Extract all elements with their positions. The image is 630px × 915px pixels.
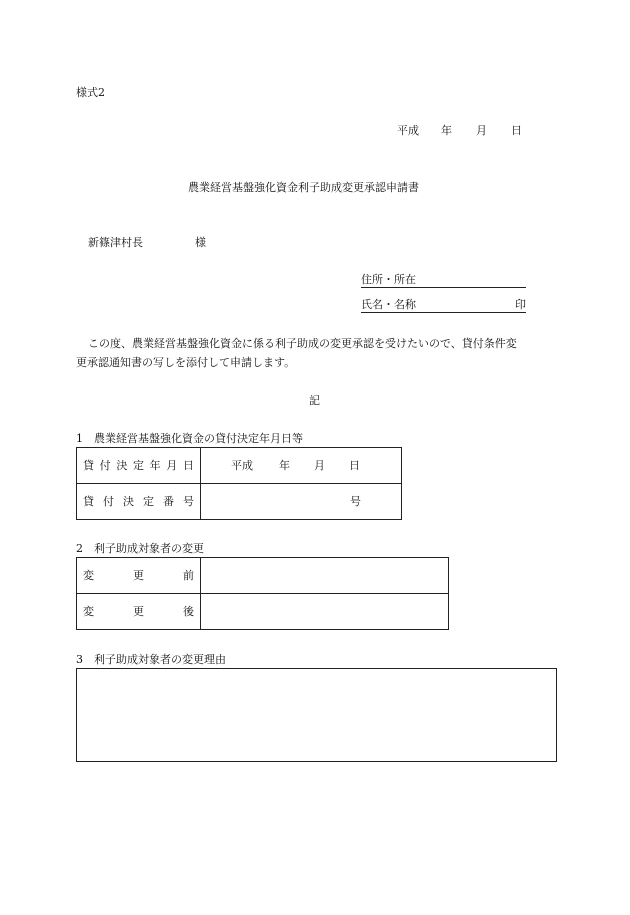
date-year: 年 <box>441 124 452 137</box>
loan-decision-number-label: 貸 付 決 定 番 号 <box>77 484 201 520</box>
loan-date-era: 平成 <box>231 458 253 472</box>
loan-decision-date-value[interactable] <box>201 448 402 484</box>
table-row <box>77 484 402 520</box>
loan-decision-date-label: 貸 付 決 定 年 月 日 <box>77 448 201 484</box>
seal-mark: 印 <box>515 298 526 311</box>
loan-date-day: 日 <box>349 458 360 472</box>
addressee-honorific: 様 <box>195 236 206 249</box>
loan-decision-number-value[interactable] <box>201 484 402 520</box>
section1-table <box>76 447 402 520</box>
loan-number-suffix: 号 <box>350 494 361 508</box>
date-era: 平成 <box>397 124 419 137</box>
section2-table <box>76 557 449 630</box>
applicant-name-line <box>361 298 526 313</box>
body-text-line-1: この度、農業経営基盤強化資金に係る利子助成の変更承認を受けたいので、貸付条件変 <box>88 337 517 350</box>
addressee-name: 新篠津村長 <box>88 236 143 249</box>
loan-date-year: 年 <box>279 458 290 472</box>
applicant-name-label: 氏名・名称 <box>361 298 416 311</box>
document-title: 農業経営基盤強化資金利子助成変更承認申請書 <box>188 181 419 194</box>
date-month: 月 <box>476 124 487 137</box>
table-row <box>77 594 449 630</box>
date-line <box>397 124 522 138</box>
section1-heading: 1 農業経営基盤強化資金の貸付決定年月日等 <box>76 432 303 445</box>
applicant-address-label: 住所・所在 <box>361 273 416 286</box>
before-change-value[interactable] <box>201 558 449 594</box>
section3-heading: 3 利子助成対象者の変更理由 <box>76 653 226 666</box>
after-change-label: 変 更 後 <box>77 594 201 630</box>
change-reason-box[interactable] <box>76 668 557 762</box>
ki-heading: 記 <box>309 394 320 407</box>
table-row <box>77 448 402 484</box>
applicant-address-line <box>361 273 526 288</box>
before-change-label: 変 更 前 <box>77 558 201 594</box>
addressee <box>88 236 206 250</box>
form-number: 様式2 <box>76 86 105 99</box>
body-text-line-2: 更承認通知書の写しを添付して申請します。 <box>76 356 296 369</box>
section2-heading: 2 利子助成対象者の変更 <box>76 542 204 555</box>
loan-date-month: 月 <box>314 458 325 472</box>
date-day: 日 <box>511 124 522 137</box>
table-row <box>77 558 449 594</box>
after-change-value[interactable] <box>201 594 449 630</box>
